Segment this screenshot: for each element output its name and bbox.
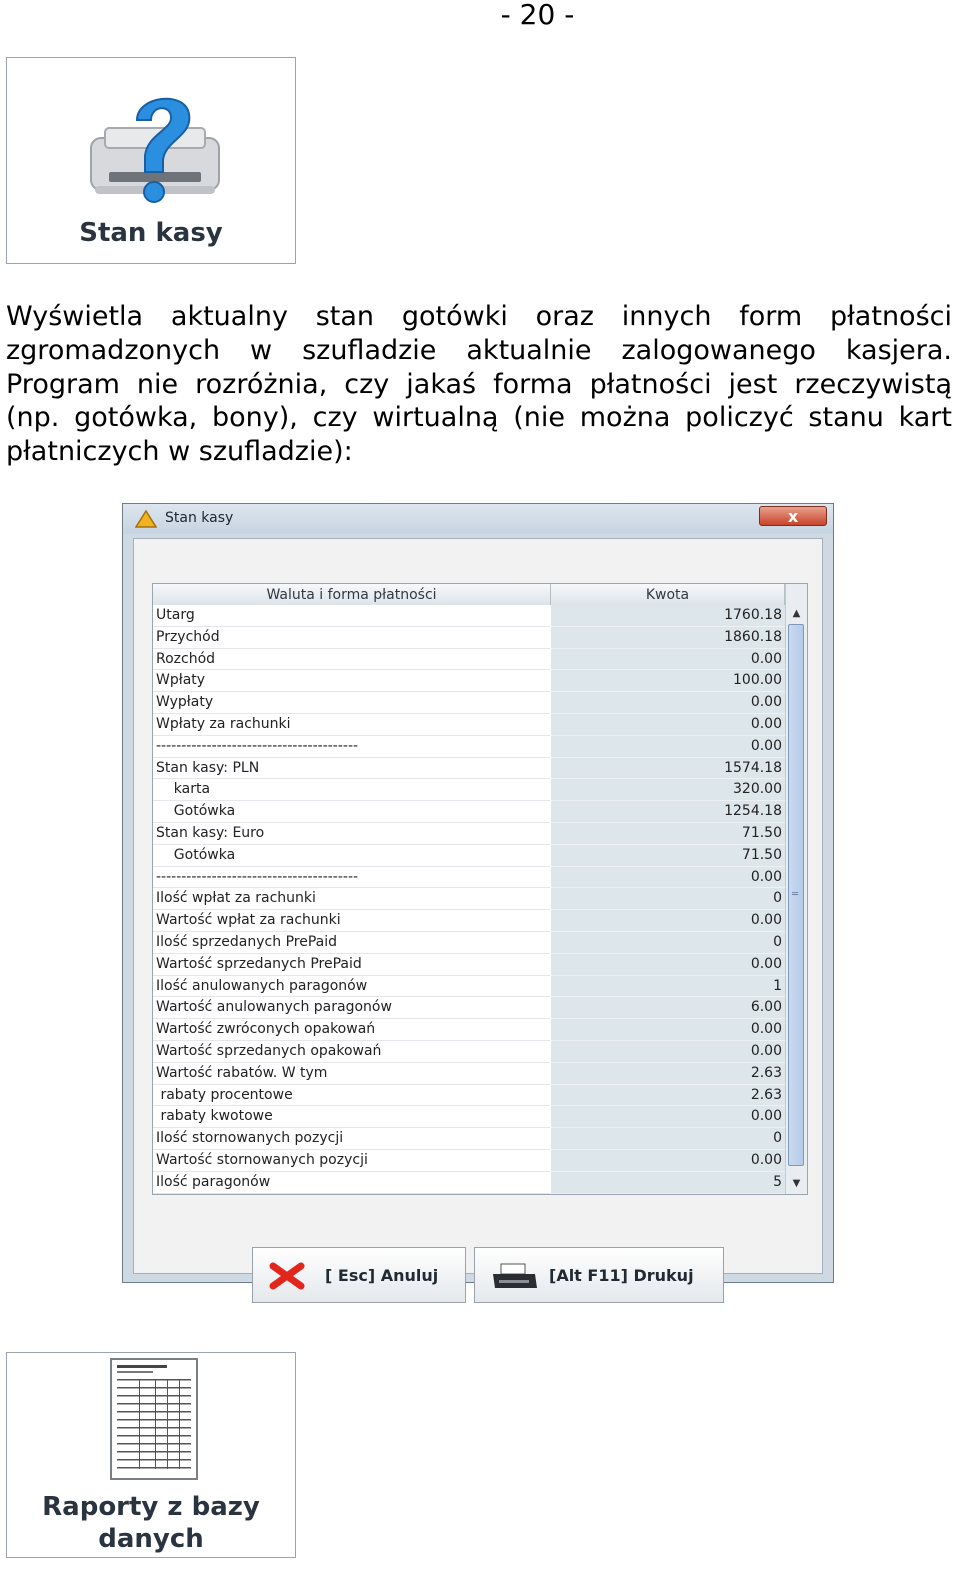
dialog-titlebar[interactable] [123,504,833,534]
grid-header [153,584,785,605]
row-label: Ilość paragonów [153,1172,550,1194]
row-value: 0 [551,932,785,954]
row-value: 0 [551,1128,785,1150]
row-label: ---------------------------------------- [153,736,550,758]
description-line: zgromadzonych w szufladzie aktualnie zalogowanego kasjera. [6,334,952,366]
table-row[interactable] [153,910,785,932]
row-value: 71.50 [551,845,785,867]
table-row[interactable] [153,932,785,954]
table-row[interactable] [153,692,785,714]
row-label: rabaty procentowe [153,1085,550,1107]
raporty-tile-label [7,1491,295,1555]
row-label: Stan kasy: Euro [153,823,550,845]
dialog-client-area [133,538,823,1285]
print-button-label: [Alt F11] Drukuj [549,1266,694,1285]
row-value: 0.00 [551,867,785,889]
table-row[interactable] [153,801,785,823]
row-label: Gotówka [153,801,550,823]
table-row[interactable] [153,649,785,671]
table-row[interactable] [153,1128,785,1150]
cancel-button[interactable] [252,1247,466,1303]
row-value: 2.63 [551,1085,785,1107]
close-button[interactable]: x [759,506,827,526]
grid-rows [153,605,785,1194]
table-row[interactable] [153,1172,785,1194]
description-line: (np. gotówka, bony), czy wirtualną (nie można policzyć stanu kart [6,402,952,434]
row-value: 1574.18 [551,758,785,780]
stan-kasy-tile[interactable] [6,57,296,264]
row-value: 0.00 [551,1019,785,1041]
description-line: Program nie rozróżnia, czy jakaś forma płatności jest rzeczywistą [6,368,952,400]
row-value: 1860.18 [551,627,785,649]
row-value: 0.00 [551,910,785,932]
table-row[interactable] [153,670,785,692]
table-row[interactable] [153,1041,785,1063]
dialog-title: Stan kasy [165,510,234,526]
scroll-up-arrow-icon[interactable]: ▲ [792,608,801,619]
raporty-tile-label-line1: Raporty z bazy [42,1492,260,1522]
row-label: Gotówka [153,845,550,867]
table-row[interactable] [153,779,785,801]
raporty-tile-label-line2: danych [98,1524,204,1554]
table-row[interactable] [153,1019,785,1041]
row-label: Rozchód [153,649,550,671]
vertical-scrollbar[interactable] [785,584,807,1194]
cancel-button-label: [ Esc] Anuluj [325,1266,439,1285]
row-value: 1 [551,976,785,998]
row-label: Wpłaty za rachunki [153,714,550,736]
table-row[interactable] [153,714,785,736]
row-value: 0.00 [551,1106,785,1128]
row-value: 0.00 [551,692,785,714]
stan-kasy-tile-label: Stan kasy [79,218,223,248]
row-label: Stan kasy: PLN [153,758,550,780]
table-row[interactable] [153,1150,785,1172]
red-x-icon [269,1262,305,1290]
table-row[interactable] [153,997,785,1019]
row-value: 0.00 [551,954,785,976]
row-label: Przychód [153,627,550,649]
table-row[interactable] [153,627,785,649]
row-value: 1254.18 [551,801,785,823]
table-row[interactable] [153,845,785,867]
scrollbar-grip-icon: ═ [792,889,799,900]
report-document-icon [109,1357,199,1481]
table-row[interactable] [153,605,785,627]
description-line: płatniczych w szufladzie): [6,436,353,468]
row-label: Ilość anulowanych paragonów [153,976,550,998]
row-label: Utarg [153,605,550,627]
row-label: Wartość anulowanych paragonów [153,997,550,1019]
row-value: 2.63 [551,1063,785,1085]
row-value: 1760.18 [551,605,785,627]
cash-status-grid [152,583,808,1195]
row-label: Wartość zwróconych opakowań [153,1019,550,1041]
table-row[interactable] [153,1063,785,1085]
description-paragraph [6,300,952,469]
stan-kasy-dialog [122,503,834,1283]
row-value: 100.00 [551,670,785,692]
row-label: Wartość wpłat za rachunki [153,910,550,932]
table-row[interactable] [153,976,785,998]
row-label: Wypłaty [153,692,550,714]
row-value: 71.50 [551,823,785,845]
row-label: ---------------------------------------- [153,867,550,889]
print-button[interactable] [474,1247,724,1303]
row-label: rabaty kwotowe [153,1106,550,1128]
description-line: Wyświetla aktualny stan gotówki oraz innych form płatności [6,301,952,332]
table-row[interactable] [153,867,785,889]
column-header-amount[interactable]: Kwota [551,584,785,605]
row-label: Ilość sprzedanych PrePaid [153,932,550,954]
row-label: Wartość sprzedanych PrePaid [153,954,550,976]
table-row[interactable] [153,736,785,758]
row-value: 0 [551,888,785,910]
row-value: 0.00 [551,736,785,758]
table-row[interactable] [153,823,785,845]
warning-icon [135,510,157,528]
row-label: Wartość rabatów. W tym [153,1063,550,1085]
row-value: 0.00 [551,714,785,736]
row-label: Wartość sprzedanych opakowań [153,1041,550,1063]
row-value: 5 [551,1172,785,1194]
row-value: 0.00 [551,1041,785,1063]
table-row[interactable] [153,888,785,910]
table-row[interactable] [153,1085,785,1107]
page-number: - 20 - [500,0,575,31]
printer-question-icon [85,88,225,218]
row-value: 6.00 [551,997,785,1019]
row-label: karta [153,779,550,801]
table-row[interactable] [153,954,785,976]
raporty-tile[interactable] [6,1352,296,1558]
printer-icon [491,1262,539,1292]
row-label: Ilość stornowanych pozycji [153,1128,550,1150]
row-value: 0.00 [551,1150,785,1172]
table-row[interactable] [153,758,785,780]
row-label: Wartość stornowanych pozycji [153,1150,550,1172]
table-row[interactable] [153,1106,785,1128]
scrollbar-thumb[interactable] [788,624,804,1166]
row-value: 0.00 [551,649,785,671]
row-label: Ilość wpłat za rachunki [153,888,550,910]
scroll-down-arrow-icon[interactable]: ▼ [792,1178,801,1189]
column-header-payment-form[interactable]: Waluta i forma płatności [153,584,551,605]
row-label: Wpłaty [153,670,550,692]
row-value: 320.00 [551,779,785,801]
